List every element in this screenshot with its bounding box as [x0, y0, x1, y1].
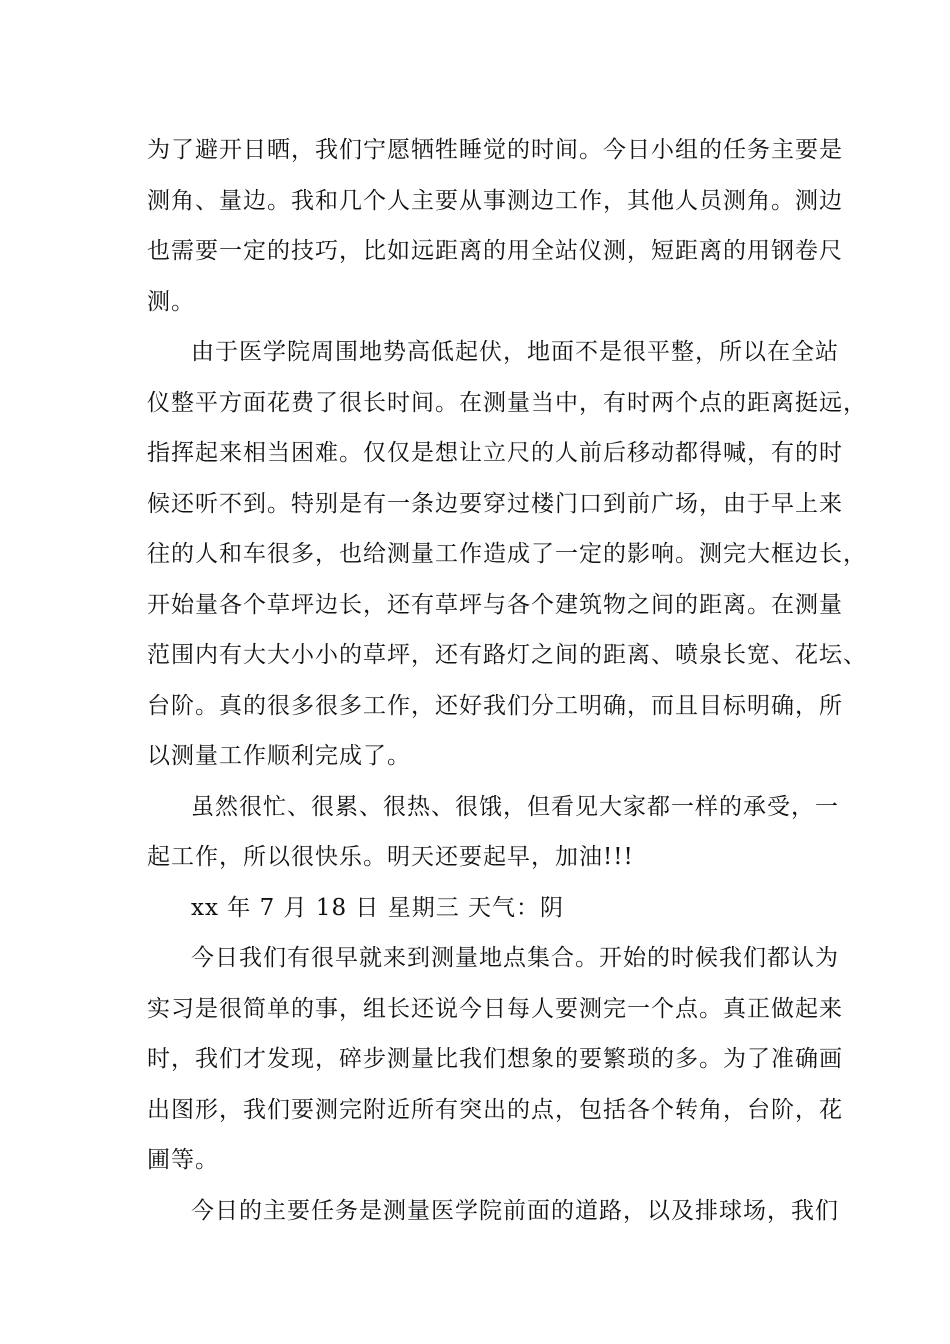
- text-line: 出图形，我们要测完附近所有突出的点，包括各个转角，台阶，花: [147, 1097, 843, 1123]
- text-line: 范围内有大大小小的草坪，还有路灯之间的距离、喷泉长宽、花坛、: [147, 642, 867, 668]
- text-line: 起工作，所以很快乐。明天还要起早，加油!!!: [147, 844, 634, 870]
- text-line: 仪整平方面花费了很长时间。在测量当中，有时两个点的距离挺远，: [147, 390, 867, 416]
- text-line: 开始量各个草坪边长，还有草坪与各个建筑物之间的距离。在测量: [147, 592, 843, 618]
- text-line: 测角、量边。我和几个人主要从事测边工作，其他人员测角。测边: [147, 188, 843, 214]
- paragraph-first-line: 今日我们有很早就来到测量地点集合。开始的时候我们都认为: [191, 945, 839, 971]
- text-line: 圃等。: [147, 1147, 219, 1173]
- diary-date-heading: xx 年 7 月 18 日 星期三 天气：阴: [191, 895, 565, 921]
- text-line: 为了避开日晒，我们宁愿牺牲睡觉的时间。今日小组的任务主要是: [147, 137, 843, 163]
- text-line: 也需要一定的技巧，比如远距离的用全站仪测，短距离的用钢卷尺: [147, 238, 843, 264]
- paragraph-first-line: 今日的主要任务是测量医学院前面的道路，以及排球场，我们: [191, 1198, 839, 1224]
- text-line: 台阶。真的很多很多工作，还好我们分工明确，而且目标明确，所: [147, 693, 843, 719]
- text-line: 以测量工作顺利完成了。: [147, 743, 411, 769]
- text-line: 指挥起来相当困难。仅仅是想让立尺的人前后移动都得喊，有的时: [147, 440, 843, 466]
- text-line: 时，我们才发现，碎步测量比我们想象的要繁琐的多。为了准确画: [147, 1046, 843, 1072]
- paragraph-first-line: 虽然很忙、很累、很热、很饿，但看见大家都一样的承受，一: [191, 794, 839, 820]
- text-line: 往的人和车很多，也给测量工作造成了一定的影响。测完大框边长，: [147, 541, 867, 567]
- paragraph-first-line: 由于医学院周围地势高低起伏，地面不是很平整，所以在全站: [191, 339, 839, 365]
- text-line: 候还听不到。特别是有一条边要穿过楼门口到前广场，由于早上来: [147, 491, 843, 517]
- text-line: 实习是很简单的事，组长还说今日每人要测完一个点。真正做起来: [147, 996, 843, 1022]
- text-line: 测。: [147, 289, 195, 315]
